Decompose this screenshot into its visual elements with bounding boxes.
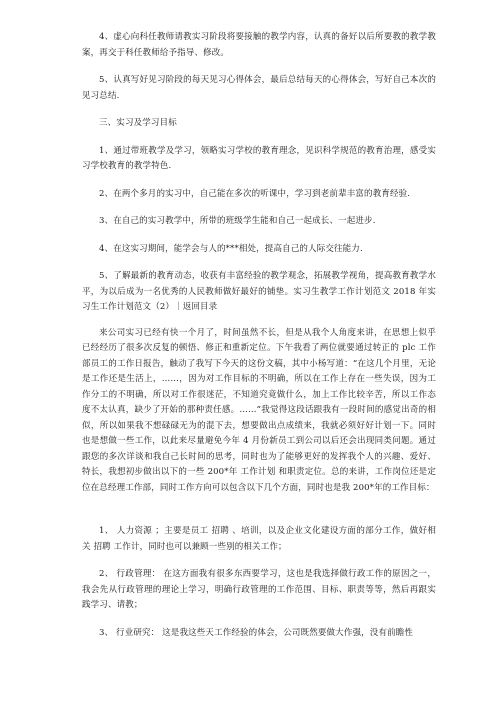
paragraph-work-plan-body: 来公司实习已经有快一个月了，时间虽然不长，但是从我个人角度来讲，在思想上似乎已经经历了很多次反复的顿悟、修正和重新定位。下午我看了两位就要通过转正的 plc 工作部员工的工作日报告，触动了我写下今天的这份文稿，其中小杨写道：“在这几个月里，无论是工作还是生活上，……，因为对工作目标的不明确，所以在工作上存在一些失误，因为工作分工的不明确，所以对工作很迷茫，不知道究竟做什么，加上工作比较辛苦，所以工作态度不太认真，缺少了开始的那种责任感。……”我觉得这段话跟我有一段时间的感觉出奇的相似，所以如果我不想碌碌无为的混下去，想要做出点成绩来，我就必须好好计划一下。同时也是想做一些工作，以此来尽量避免今年 4 月份新员工到公司以后还会出现同类问题。通过跟您的多次详谈和我自己长时间的思考，同时也为了能够更好的发挥我个人的兴趣、爱好、特长，我想初步做出以下的一些 200*年 工作计划 和职责定位。总的来讲，工作岗位还是定位在总经理工作部，同时工作方向可以包含以下几个方面，同时也是我 200*年的工作目标：: [82, 327, 436, 493]
paragraph-goal-4: 4、在这实习期间，能学会与人的***相处，提高自己的人际交往能力.: [99, 243, 363, 254]
paragraph-goal-3: 3、在自己的实习教学中，所带的班级学生能和自己一起成长、一起进步.: [99, 216, 376, 226]
paragraph-prep-4: 4、虚心向科任教师请教实习阶段将要接触的教学内容，认真的备好以后所要教的教学教案，再交于科任教师给予指导、修改。: [82, 32, 436, 58]
paragraph-work-item-2: 2、 行政管理： 在这方面我有很多东西要学习，这也是我选择做行政工作的原因之一，我会先从行政管理的理论上学习，明确行政管理的工作范围、目标、职责等等，然后再跟实践学习、请教；: [82, 569, 436, 610]
paragraph-work-item-3: 3、 行业研究： 这是我这些天工作经验的体会，公司既然要做大作强，没有前瞻性: [99, 627, 414, 638]
paragraph-goal-2: 2、在两个多月的实习中，自己能在多次的听课中，学习到老前辈丰富的教育经验.: [99, 188, 411, 199]
paragraph-work-item-1: 1、 人力资源 ；主要是员工 招聘 、培训，以及企业文化建设方面的部分工作，做好相关 招聘 工作计，同时也可以兼顾一些别的相关工作；: [82, 526, 436, 552]
paragraph-goal-5: 5、了解最新的教育动态，收获有丰富经验的教学观念，拓展教学视角，提高教育教学水平，为以后成为一名优秀的人民教师做好最好的铺垫。实习生教学工作计划范文 2018 年实习生工作计划范文（2）｜返回目录: [82, 271, 436, 312]
paragraph-prep-5: 5、认真写好见习阶段的每天见习心得体会，最后总结每天的心得体会，写好自己本次的见习总结.: [82, 75, 436, 101]
paragraph-goal-1: 1、通过带班教学及学习，领略实习学校的教育理念，见识科学规范的教育治理，感受实习学校教育的教学特色.: [82, 145, 436, 171]
section-heading-goals: 三、实习及学习目标: [99, 118, 177, 128]
